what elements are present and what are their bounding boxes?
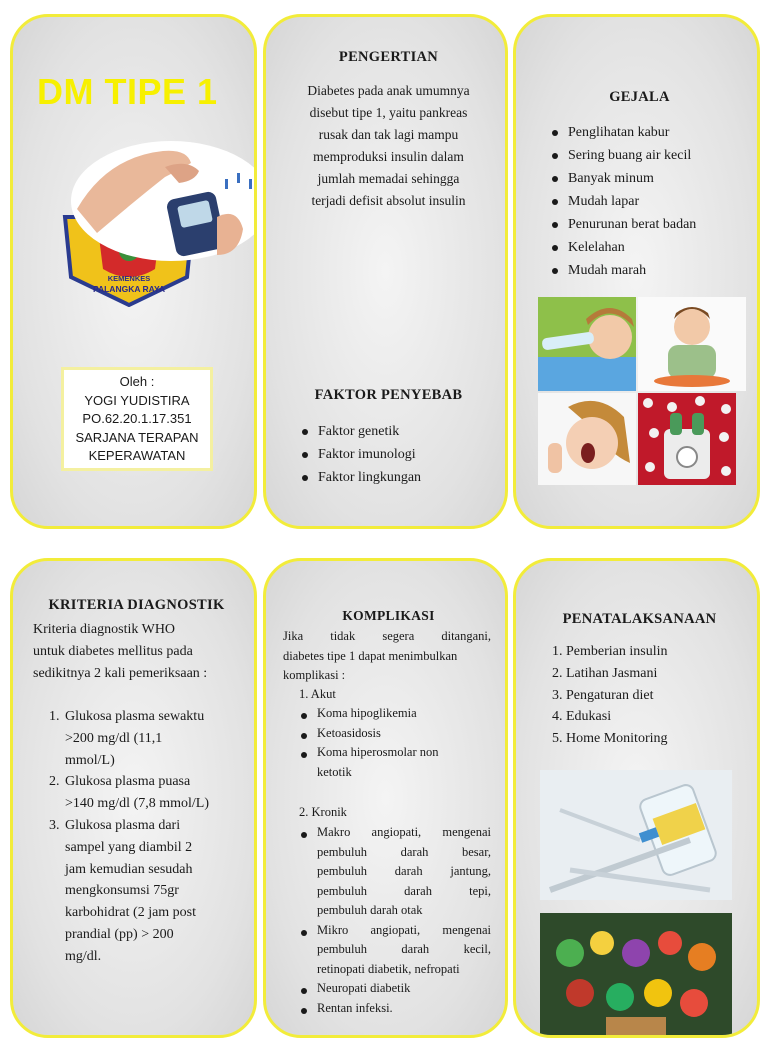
list-item: Banyak minum: [550, 167, 696, 190]
list-item: Sering buang air kecil: [550, 144, 696, 167]
logo-text-1: KEMENKES: [107, 274, 151, 283]
list-item: Mudah marah: [550, 259, 696, 282]
penatalaksanaan-list: [552, 641, 668, 750]
pengertian-panel: [263, 14, 508, 529]
pengertian-heading: PENGERTIAN: [338, 49, 439, 65]
author-program-1: SARJANA TERAPAN: [75, 429, 199, 445]
list-item: Mikro angiopati, mengenai pembuluh darah kecil, retinopati diabetik, nefropati: [299, 921, 491, 980]
faktor-heading: FAKTOR PENYEBAB: [314, 387, 463, 403]
list-item: 1. Glukosa plasma sewaktu >200 mg/dl (11,1 mmol/L): [49, 709, 205, 768]
list-item: 5. Home Monitoring: [552, 731, 668, 747]
list-item: Faktor imunologi: [300, 443, 421, 466]
list-item: Koma hiperosmolar non ketotik: [299, 743, 499, 782]
insulin-syringe-photo: [540, 770, 732, 900]
list-item: Faktor genetik: [300, 420, 421, 443]
list-item: Mudah lapar: [550, 190, 696, 213]
list-item: 3. Pengaturan diet: [552, 687, 654, 703]
komplikasi-intro: Jika tidak segera ditangani, diabetes tipe 1 dapat menimbulkan komplikasi :: [283, 629, 491, 682]
author-name: YOGI YUDISTIRA: [84, 392, 190, 408]
weight-scale-photo: [638, 393, 736, 485]
kriteria-heading: KRITERIA DIAGNOSTIK: [48, 597, 225, 613]
kriteria-intro: Kriteria diagnostik WHO untuk diabetes mellitus pada sedikitnya 2 kali pemeriksaan :: [33, 622, 208, 681]
kronik-label: 2. Kronik: [299, 805, 347, 819]
penatalaksanaan-panel: [513, 558, 760, 1038]
child-yawning-photo: [538, 393, 636, 485]
author-nim: PO.62.20.1.17.351: [82, 411, 192, 426]
author-program-2: KEPERAWATAN: [88, 448, 186, 463]
list-item: Ketoasidosis: [299, 724, 499, 744]
penatalaksanaan-heading: PENATALAKSANAAN: [562, 611, 717, 627]
akut-label: 1. Akut: [299, 687, 336, 701]
logo-text-2: PALANGKA RAYA: [92, 284, 166, 294]
list-item: Faktor lingkungan: [300, 466, 421, 489]
author-by: Oleh :: [119, 374, 155, 389]
healthy-food-photo: [540, 913, 732, 1038]
kronik-list: [299, 823, 491, 1018]
child-drinking-photo: [538, 297, 636, 391]
komplikasi-panel: [263, 558, 508, 1038]
akut-list: [299, 704, 499, 782]
list-item: 1. Pemberian insulin: [552, 644, 668, 659]
author-box: [61, 367, 213, 471]
list-item: Kelelahan: [550, 236, 696, 259]
list-item: Penglihatan kabur: [550, 121, 696, 144]
list-item: 2. Latihan Jasmani: [552, 665, 658, 681]
komplikasi-heading: KOMPLIKASI: [342, 608, 435, 623]
gejala-list: [550, 121, 696, 282]
cover-panel: [10, 14, 257, 529]
pengertian-text: Diabetes pada anak umumnya disebut tipe 1, yaitu pankreas rusak dan tak lagi mampu memproduksi insulin dalam jumlah memadai sehingga terjadi defisit absolut insulin: [307, 83, 470, 208]
gejala-panel: [513, 14, 760, 529]
list-item: Penurunan berat badan: [550, 213, 696, 236]
child-eating-photo: [638, 297, 746, 391]
list-item: Neuropati diabetik: [299, 979, 491, 999]
faktor-list: [300, 420, 421, 489]
kriteria-list: [49, 706, 249, 968]
brochure-title: DM TIPE 1: [37, 71, 218, 112]
glucose-test-image: [67, 137, 257, 265]
list-item: Makro angiopati, mengenai pembuluh darah besar, pembuluh darah jantung, pembuluh darah tepi, pembuluh darah otak: [299, 823, 491, 921]
list-item: Koma hipoglikemia: [299, 704, 499, 724]
list-item: 4. Edukasi: [552, 709, 612, 725]
kriteria-panel: [10, 558, 257, 1038]
gejala-heading: GEJALA: [609, 89, 670, 105]
list-item: Rentan infeksi.: [299, 999, 491, 1019]
list-item: 2. Glukosa plasma puasa >140 mg/dl (7,8 mmol/L): [49, 774, 209, 812]
list-item: 3. Glukosa plasma dari sampel yang diambil 2 jam kemudian sesudah mengkonsumsi 75gr karbohidrat (2 jam post prandial (pp) > 200 mg/dl.: [49, 817, 197, 964]
